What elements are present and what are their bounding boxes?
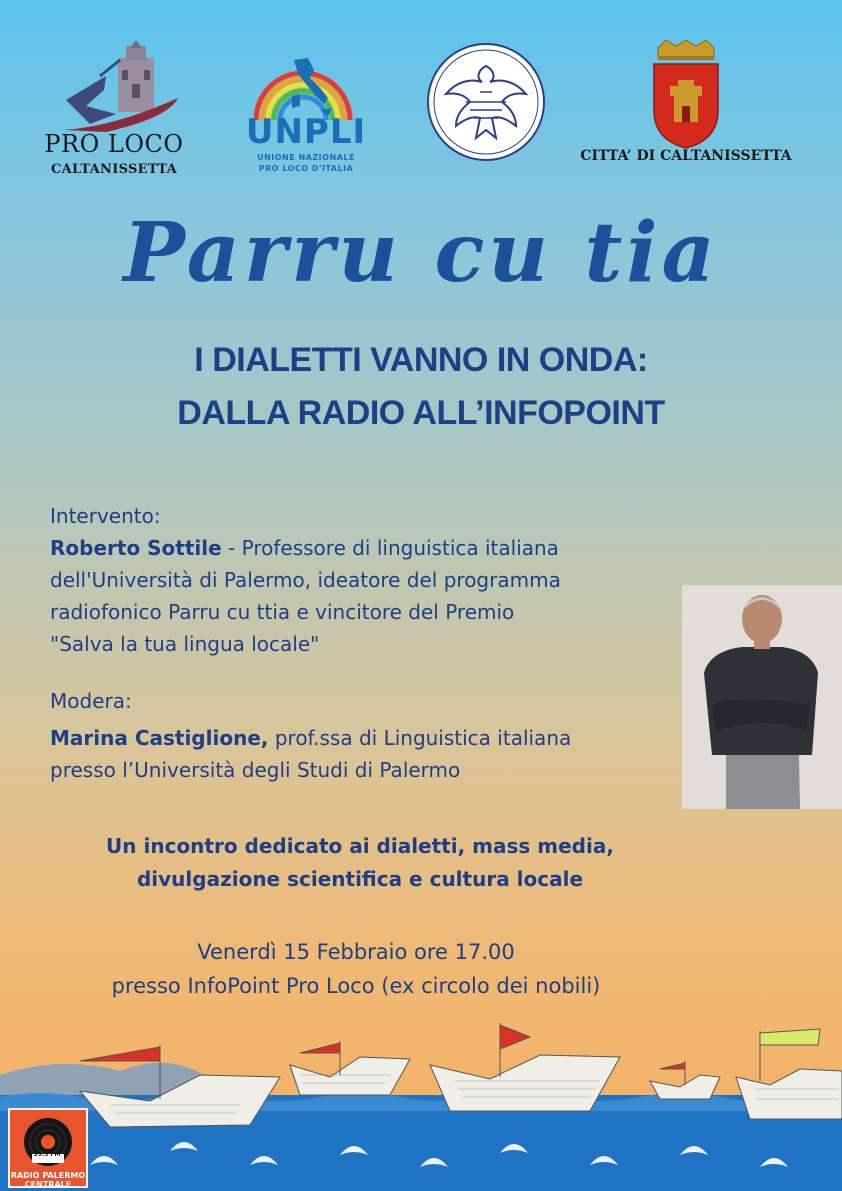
pro-loco-subtitle: CALTANISSETTA (50, 162, 178, 177)
unpli-title: UNPLI (245, 112, 367, 152)
tagline-line-1: Un incontro dedicato ai dialetti, mass media, (106, 834, 614, 858)
intervento-line-4: "Salva la tua lingua locale" (50, 632, 320, 656)
event-location: presso InfoPoint Pro Loco (ex circolo dei nobili) (111, 974, 601, 998)
speaker-name: Roberto Sottile (50, 536, 222, 560)
event-date-time: Venerdì 15 Febbraio ore 17.00 (197, 940, 515, 964)
modera-line-1 (50, 722, 571, 754)
moderator-role: prof.ssa di Linguistica italiana (268, 726, 572, 750)
speaker-role: - Professore di linguistica italiana (221, 536, 559, 560)
intervento-line-2: dell'Università di Palermo, ideatore del programma (50, 568, 561, 592)
city-title: CITTA’ DI CALTANISSETTA (580, 148, 792, 164)
unpli-subtitle-2: PRO LOCO D'ITALIA (258, 164, 354, 173)
intervento-heading: Intervento: (50, 504, 161, 528)
subtitle-line-2: DALLA RADIO ALL’INFOPOINT (177, 394, 665, 432)
pro-loco-logo (46, 40, 186, 180)
pro-loco-title: PRO LOCO (44, 130, 184, 158)
subtitle-line-1: I DIALETTI VANNO IN ONDA: (194, 341, 648, 379)
moderator-name: Marina Castiglione, (50, 726, 269, 750)
unpli-subtitle-1: UNIONE NAZIONALE (257, 153, 355, 162)
intervento-line-1 (50, 532, 559, 564)
intervento-line-3: radiofonico Parru cu ttia e vincitore del Premio (50, 600, 515, 624)
modera-heading: Modera: (50, 689, 132, 713)
coat-of-arms-logo (648, 40, 724, 150)
radio-label: RADIO PALERMO CENTRALE (10, 1171, 86, 1189)
speaker-photo (682, 585, 842, 809)
sea-paper-boats-illustration (0, 1015, 842, 1191)
modera-line-2: presso l’Università degli Studi di Palermo (50, 758, 461, 782)
tagline-line-2: divulgazione scientifica e cultura locale (136, 867, 584, 891)
main-title: Parru cu tia (123, 205, 719, 301)
radio-frequency: 99.5 FM (33, 1151, 61, 1158)
eagle-seal-logo (426, 42, 546, 162)
